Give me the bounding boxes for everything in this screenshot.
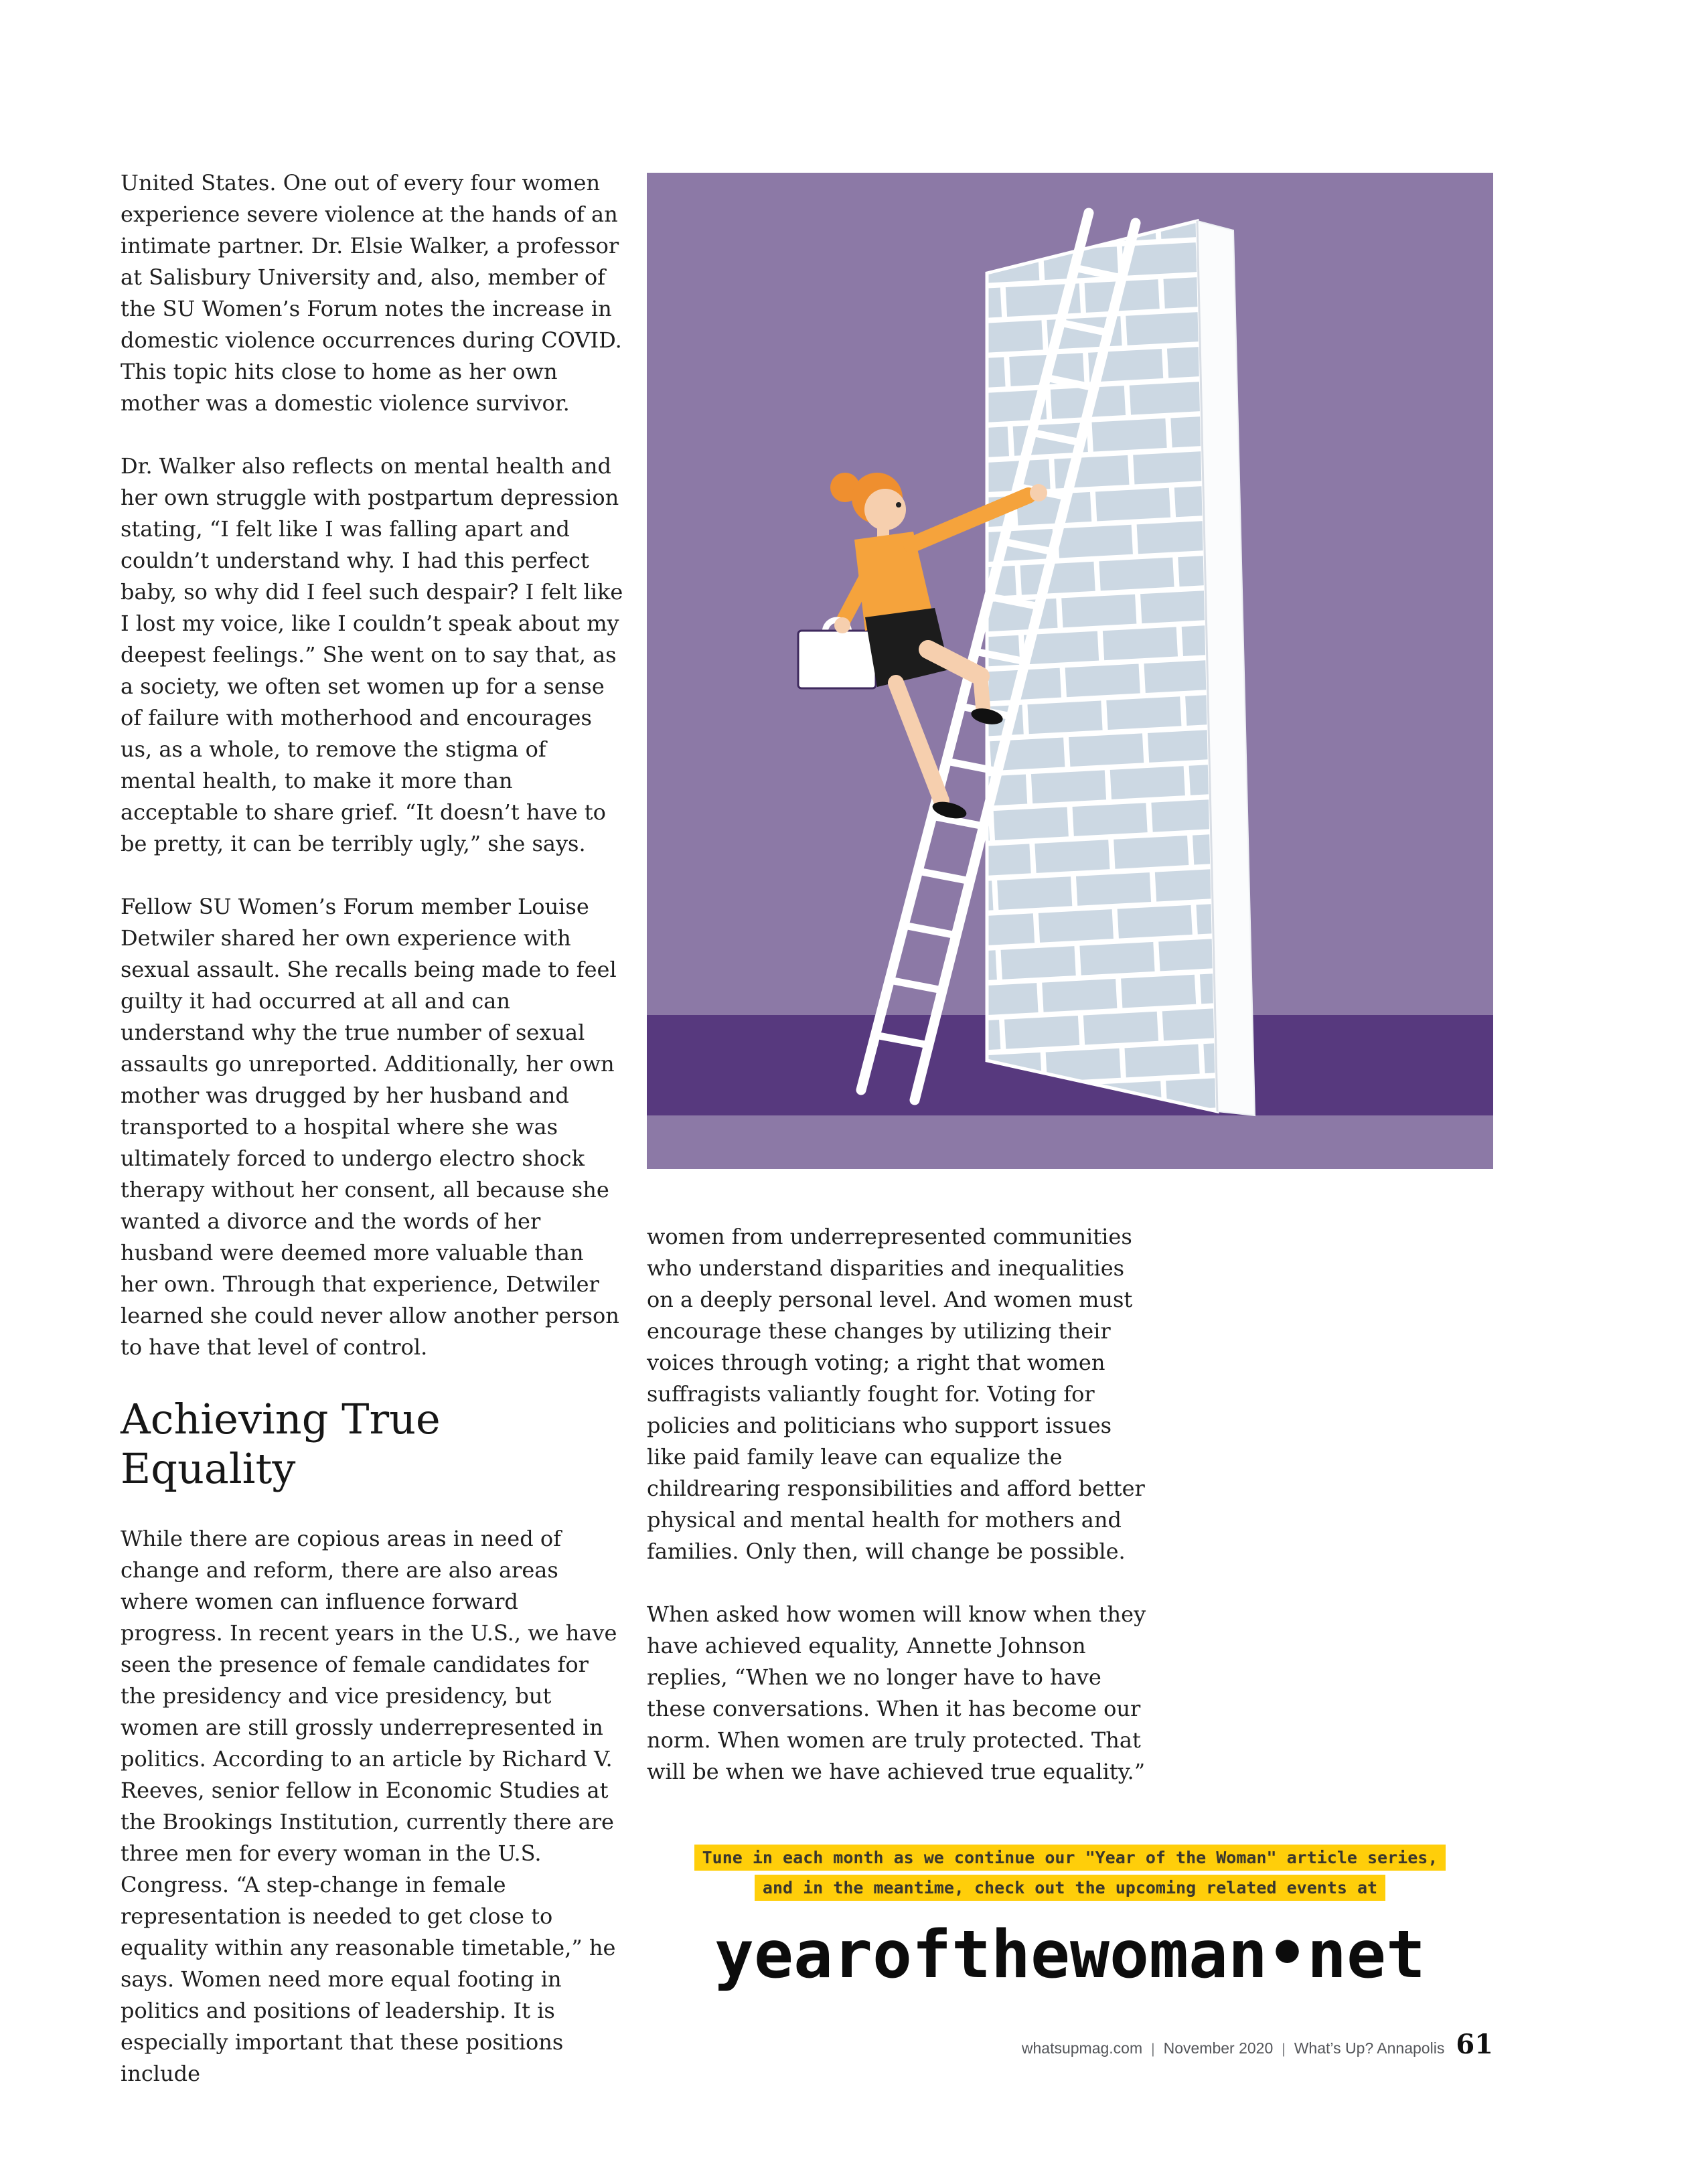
promo-url-link[interactable] [647,1916,1493,1993]
paragraph: Dr. Walker also reflects on mental health and her own struggle with postpartum depression stating, “I felt like I was falling apart and couldn’t understand why. I had this perfect baby, so why did I feel such despair? I felt like I lost my voice, like I couldn’t speak about my deepest feelings.” She went on to say that, as a society, we often set women up for a sense of failure with motherhood and encourages us, as a whole, to remove the stigma of mental health, to make it more than acceptable to share grief. “It doesn’t have to be pretty, it can be terribly ugly,” she says. [121,453,623,856]
neck [877,524,889,537]
calf-right [980,676,983,707]
url-tld: net [1307,1916,1426,1993]
paragraph: United States. One out of every four women experience severe violence at the hands of an intimate partner. Dr. Elsie Walker, a professor at Salisbury University and, also, member of the SU Women’s Forum notes the increase in domestic violence occurrences during COVID. This topic hits close to home as her own mother was a domestic violence survivor. [121,170,622,416]
url-name: yearofthewoman [714,1916,1268,1993]
illustration-woman-climbing-ladder [647,173,1493,1169]
footer-issue: November 2020 [1163,2039,1274,2057]
briefcase-body [798,631,876,688]
page-footer [647,2029,1493,2060]
url-dot-icon: • [1267,1916,1307,1992]
article-right-column [647,1221,1153,1788]
section-heading: Achieving True Equality [121,1395,441,1493]
page-number: 61 [1456,2029,1493,2060]
promo-line-2-wrap [647,1873,1493,1903]
paragraph: women from underrepresented communities who understand disparities and inequalities on a deeply personal level. And women must encourage these changes by utilizing their voices through voting; a right that women suffragists valiantly fought for. Voting for policies and politicians who support issues like paid family leave can equalize the childrearing responsibilities and afford better physical and mental health for mothers and families. Only then, will change be possible. [647,1224,1145,1564]
article-left-column [121,167,624,2090]
promo-line-1: Tune in each month as we continue our "Year of the Woman" article series, [694,1845,1446,1871]
paragraph: When asked how women will know when they have achieved equality, Annette Johnson replies, “When we no longer have to have these conversations. When it has become our norm. When women are truly protected. That will be when we have achieved true equality.” [647,1602,1146,1784]
footer-publication: What’s Up? Annapolis [1294,2039,1445,2057]
eye [896,502,901,508]
footer-separator: | [1282,2041,1286,2057]
promo-banner [647,1843,1493,1993]
hand-right [1030,484,1047,501]
footer-site: whatsupmag.com [1021,2039,1143,2057]
paragraph: While there are copious areas in need of change and reform, there are also areas where women can influence forward progress. In recent years in the U.S., we have seen the presence of female candidates for the presidency and vice presidency, but women are still grossly underrepresented in politics. According to an article by Richard V. Reeves, senior fellow in Economic Studies at the Brookings Institution, currently there are three men for every woman in the U.S. Congress. “A step-change in female representation is needed to get close to equality within any reasonable timetable,” he says. Women need more equal footing in politics and positions of leadership. It is especially important that these positions include [121,1526,617,2086]
footer-separator: | [1151,2041,1155,2057]
paragraph: Fellow SU Women’s Forum member Louise Detwiler shared her own experience with sexual assault. She recalls being made to feel guilty it had occurred at all and can understand why the true number of sexual assaults go unreported. Additionally, her own mother was drugged by her husband and transported to a hospital where she was ultimately forced to undergo electro shock therapy without her consent, all because she wanted a divorce and the words of her husband were deemed more valuable than her own. Through that experience, Detwiler learned she could never allow another person to have that level of control. [121,894,619,1360]
hand-left [834,617,850,633]
illustration-canvas [647,173,1493,1169]
promo-line-2: and in the meantime, check out the upcoming related events at [755,1875,1385,1901]
promo-line-1-wrap [647,1843,1493,1873]
